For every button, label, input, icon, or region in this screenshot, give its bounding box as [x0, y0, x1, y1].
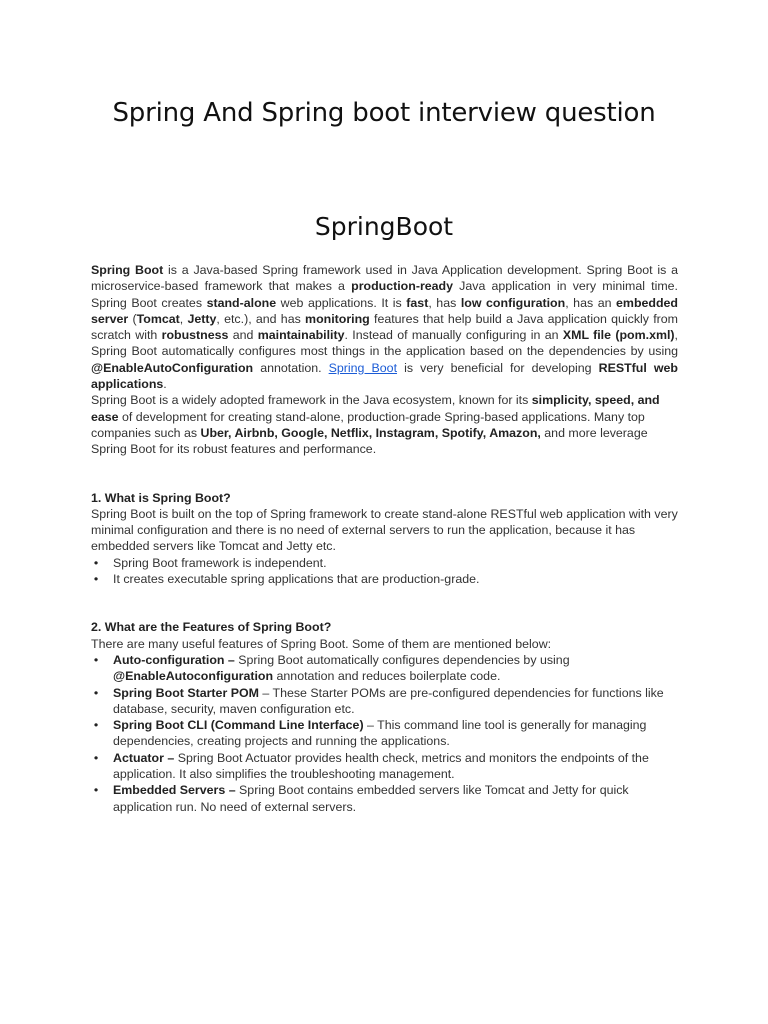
- list-item: • Spring Boot CLI (Command Line Interface) – This command line tool is generally for managing dependencies, creating projects and running the applications.: [91, 717, 678, 750]
- bullet-icon: •: [93, 718, 99, 733]
- intro-paragraph-1: Spring Boot is a Java-based Spring framework used in Java Application development. Spring Boot is a microservice-based framework that makes a production-ready Java application in very minimal time. Spring Boot creates stand-alone web applications. It is fast, has low configuration, has an embedded server (Tomcat, Jetty, etc.), and has monitoring features that help build a Java application quickly from scratch with robustness and maintainability. Instead of manually configuring in an XML file (pom.xml), Spring Boot automatically configures most things in the application based on the dependencies by using @EnableAutoConfiguration annotation. Spring Boot is very beneficial for developing RESTful web applications.: [91, 263, 679, 392]
- list-item: • Spring Boot Starter POM – These Starter POMs are pre-configured dependencies for functions like database, security, maven configuration etc.: [91, 685, 678, 718]
- document-title: Spring And Spring boot interview question: [112, 98, 656, 128]
- bullet-icon: •: [93, 750, 99, 765]
- question-2-text: There are many useful features of Spring Boot. Some of them are mentioned below:: [91, 636, 552, 651]
- question-1-text: Spring Boot is built on the top of Spring framework to create stand-alone RESTful web application with very minimal configuration and there is no need of external servers to run the application, because it has embedded servers like Tomcat and Jetty etc.: [91, 506, 678, 554]
- bullet-icon: •: [93, 555, 99, 570]
- question-1-bullet-list: [91, 555, 678, 588]
- question-2-heading: 2. What are the Features of Spring Boot?: [91, 620, 332, 635]
- question-1-heading: 1. What is Spring Boot?: [91, 490, 231, 505]
- bullet-icon: •: [93, 572, 99, 587]
- list-item: • Embedded Servers – Spring Boot contains embedded servers like Tomcat and Jetty for quick application run. No need of external servers.: [91, 782, 678, 815]
- spacer: [91, 458, 678, 490]
- spacer: [91, 587, 678, 619]
- intro-paragraph-2: Spring Boot is a widely adopted framework in the Java ecosystem, known for its simplicity, speed, and ease of development for creating stand-alone, production-grade Spring-based applications. Many top companies such as Uber, Airbnb, Google, Netflix, Instagram, Spotify, Amazon, and more leverage Spring Boot for its robust features and performance.: [91, 393, 660, 457]
- list-item: • Auto-configuration – Spring Boot automatically configures dependencies by using @EnableAutoconfiguration annotation and reduces boilerplate code.: [91, 652, 678, 685]
- bullet-icon: •: [93, 685, 99, 700]
- section-title: SpringBoot: [314, 212, 454, 241]
- list-item: • It creates executable spring applications that are production-grade.: [91, 571, 678, 587]
- bullet-icon: •: [93, 783, 99, 798]
- list-item: • Spring Boot framework is independent.: [91, 555, 678, 571]
- document-body: [91, 262, 678, 815]
- bullet-icon: •: [93, 652, 99, 667]
- list-item: • Actuator – Spring Boot Actuator provides health check, metrics and monitors the endpoints of the application. It also simplifies the troubleshooting management.: [91, 750, 678, 783]
- spring-boot-link[interactable]: Spring Boot: [328, 360, 398, 375]
- question-2-feature-list: [91, 652, 678, 815]
